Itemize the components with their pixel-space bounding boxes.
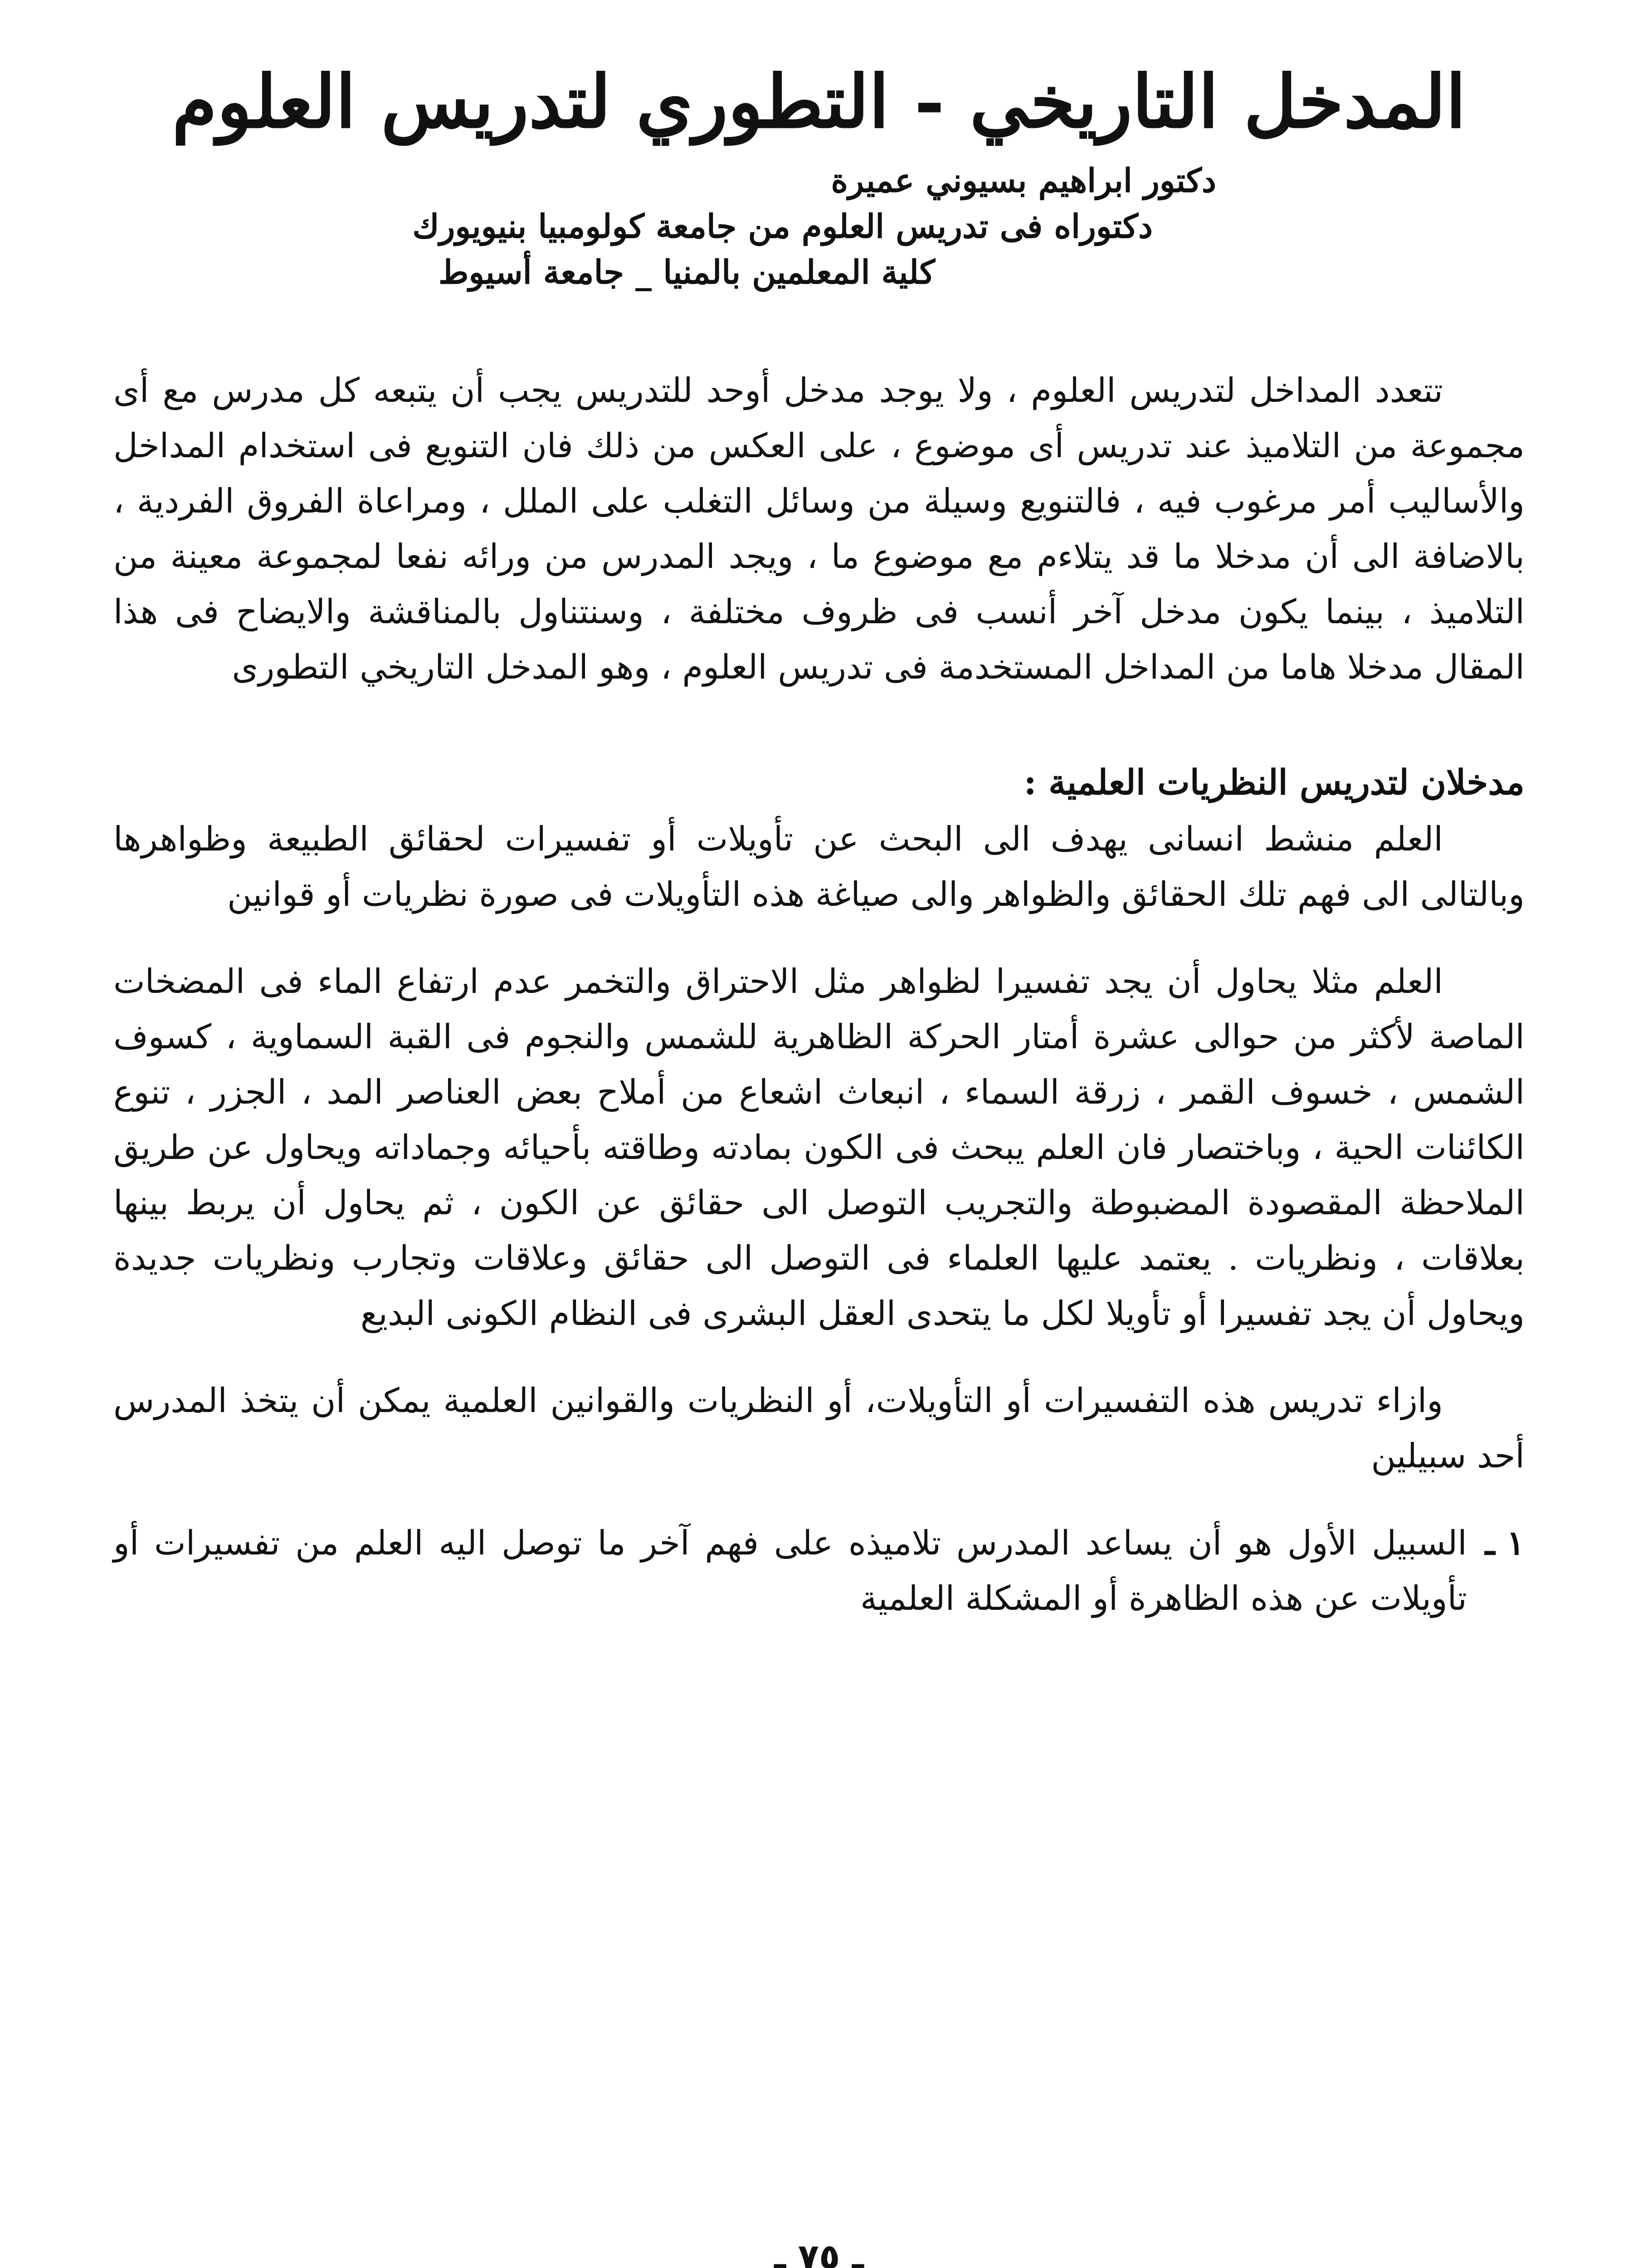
paragraph-3 <box>113 954 1525 1341</box>
article-title: المدخل التاريخي - التطوري لتدريس العلوم <box>172 59 1466 144</box>
paragraph-2-text: العلم منشط انسانى يهدف الى البحث عن تأويلات أو تفسيرات لحقائق الطبيعة وظواهرها وبالتالى الى فهم تلك الحقائق والظواهر والى صياغة هذه التأويلات فى صورة نظريات أو قوانين <box>113 819 1525 914</box>
paragraph-3-text: العلم مثلا يحاول أن يجد تفسيرا لظواهر مثل الاحتراق والتخمر عدم ارتفاع الماء فى المضخات الماصة لأكثر من حوالى عشرة أمتار الحركة الظاهرية للشمس والنجوم فى القبة السماوية ، كسوف الشمس ، خسوف القمر ، زرقة السماء ، انبعاث اشعاع من أملاح بعض العناصر المد ، الجزر ، تنوع الكائنات الحية ، وباختصار فان العلم يبحث فى الكون بمادته وطاقته بأحيائه وجماداته ويحاول عن طريق الملاحظة المقصودة المضبوطة والتجريب التوصل الى حقائق عن الكون ، ثم يحاول أن يربط بينها بعلاقات ، ونظريات . يعتمد عليها العلماء فى التوصل الى حقائق وعلاقات وتجارب ونظريات جديدة ويحاول أن يجد تفسيرا أو تأويلا لكل ما يتحدى العقل البشرى فى النظام الكونى البديع <box>113 962 1525 1333</box>
paragraph-4 <box>113 1373 1525 1484</box>
section-heading: مدخلان لتدريس النظريات العلمية : <box>1024 762 1525 803</box>
intro-paragraph-text: تتعدد المداخل لتدريس العلوم ، ولا يوجد مدخل أوحد للتدريس يجب أن يتبعه كل مدرس مع أى مجموعة من التلاميذ عند تدريس أى موضوع ، على العكس من ذلك فان التنويع فى استخدام المداخل والأساليب أمر مرغوب فيه ، فالتنويع وسيلة من وسائل التغلب على الملل ، ومراعاة الفروق الفردية ، بالاضافة الى أن مدخلا ما قد يتلاءم مع موضوع ما ، ويجد المدرس من ورائه نفعا لمجموعة معينة من التلاميذ ، بينما يكون مدخل آخر أنسب فى ظروف مختلفة ، وسنتناول بالمناقشة والايضاح فى هذا المقال مدخلا هاما من المداخل المستخدمة فى تدريس العلوم ، وهو المدخل التاريخي التطورى <box>113 371 1525 687</box>
intro-paragraph <box>113 363 1525 695</box>
paragraph-2 <box>113 811 1525 922</box>
list-item <box>113 1515 1525 1626</box>
author-degree: دكتوراه فى تدريس العلوم من جامعة كولومبيا بنيويورك <box>412 206 1153 245</box>
author-college: كلية المعلمين بالمنيا _ جامعة أسيوط <box>438 252 935 291</box>
paragraph-4-text: وازاء تدريس هذه التفسيرات أو التأويلات، أو النظريات والقوانين العلمية يمكن أن يتخذ المدرس أحد سبيلين <box>113 1381 1525 1476</box>
author-block <box>113 158 1525 295</box>
list-item-text: السبيل الأول هو أن يساعد المدرس تلاميذه على فهم آخر ما توصل اليه العلم من تفسيرات أو تأويلات عن هذه الظاهرة أو المشكلة العلمية <box>113 1523 1467 1618</box>
list-item-number: ١ ـ <box>1485 1523 1525 1563</box>
author-name: دكتور ابراهيم بسيوني عميرة <box>831 161 1216 200</box>
page-number: ـ ٧٥ ـ <box>774 2236 864 2268</box>
